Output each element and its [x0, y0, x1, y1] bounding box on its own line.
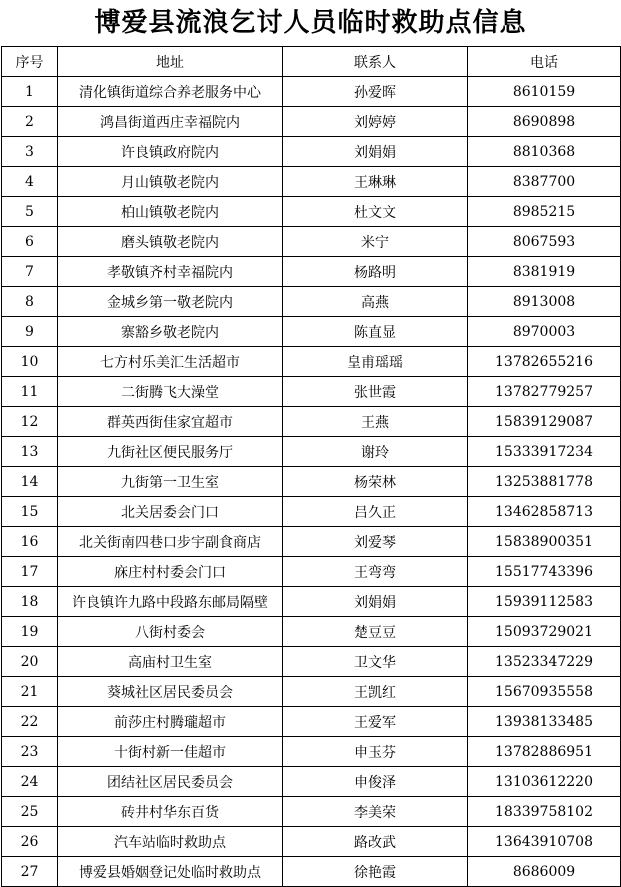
cell-phone: 13782886951	[468, 737, 621, 767]
cell-contact: 高燕	[283, 287, 468, 317]
cell-index: 4	[2, 167, 58, 197]
table-row	[2, 77, 621, 107]
cell-contact: 楚豆豆	[283, 617, 468, 647]
cell-address: 柏山镇敬老院内	[58, 197, 283, 227]
table-row	[2, 467, 621, 497]
cell-index: 14	[2, 467, 58, 497]
cell-contact: 米宁	[283, 227, 468, 257]
cell-index: 12	[2, 407, 58, 437]
table-row	[2, 497, 621, 527]
cell-phone: 13253881778	[468, 467, 621, 497]
cell-contact: 李美荣	[283, 797, 468, 827]
cell-index: 13	[2, 437, 58, 467]
header-contact: 联系人	[283, 47, 468, 77]
cell-index: 24	[2, 767, 58, 797]
table-header-row	[2, 47, 621, 77]
cell-address: 北关居委会门口	[58, 497, 283, 527]
cell-phone: 13938133485	[468, 707, 621, 737]
cell-address: 团结社区居民委员会	[58, 767, 283, 797]
cell-index: 23	[2, 737, 58, 767]
cell-address: 高庙村卫生室	[58, 647, 283, 677]
cell-contact: 皇甫瑶瑶	[283, 347, 468, 377]
cell-index: 10	[2, 347, 58, 377]
cell-phone: 8387700	[468, 167, 621, 197]
cell-contact: 王凯红	[283, 677, 468, 707]
cell-phone: 8610159	[468, 77, 621, 107]
cell-index: 6	[2, 227, 58, 257]
cell-phone: 8913008	[468, 287, 621, 317]
cell-address: 十街村新一佳超市	[58, 737, 283, 767]
cell-address: 磨头镇敬老院内	[58, 227, 283, 257]
cell-phone: 8810368	[468, 137, 621, 167]
cell-address: 庥庄村村委会门口	[58, 557, 283, 587]
cell-contact: 陈直显	[283, 317, 468, 347]
cell-address: 博爱县婚姻登记处临时救助点	[58, 857, 283, 887]
cell-index: 25	[2, 797, 58, 827]
cell-index: 18	[2, 587, 58, 617]
cell-contact: 杨荣林	[283, 467, 468, 497]
cell-phone: 13782655216	[468, 347, 621, 377]
cell-phone: 15939112583	[468, 587, 621, 617]
cell-index: 15	[2, 497, 58, 527]
table-row	[2, 407, 621, 437]
table-row	[2, 377, 621, 407]
cell-index: 16	[2, 527, 58, 557]
cell-address: 砖井村华东百货	[58, 797, 283, 827]
cell-index: 19	[2, 617, 58, 647]
cell-phone: 13103612220	[468, 767, 621, 797]
table-row	[2, 617, 621, 647]
table-row	[2, 647, 621, 677]
cell-contact: 杜文文	[283, 197, 468, 227]
cell-phone: 13462858713	[468, 497, 621, 527]
cell-address: 许良镇政府院内	[58, 137, 283, 167]
cell-phone: 15517743396	[468, 557, 621, 587]
cell-address: 金城乡第一敬老院内	[58, 287, 283, 317]
cell-phone: 8690898	[468, 107, 621, 137]
table-row	[2, 707, 621, 737]
cell-address: 鸿昌街道西庄幸福院内	[58, 107, 283, 137]
cell-address: 九街社区便民服务厅	[58, 437, 283, 467]
table-row	[2, 437, 621, 467]
cell-phone: 13523347229	[468, 647, 621, 677]
table-row	[2, 197, 621, 227]
table-row	[2, 227, 621, 257]
cell-contact: 刘婷婷	[283, 107, 468, 137]
cell-index: 8	[2, 287, 58, 317]
cell-index: 5	[2, 197, 58, 227]
cell-address: 北关街南四巷口步宇副食商店	[58, 527, 283, 557]
cell-index: 21	[2, 677, 58, 707]
cell-phone: 13643910708	[468, 827, 621, 857]
cell-contact: 杨路明	[283, 257, 468, 287]
cell-phone: 13782779257	[468, 377, 621, 407]
cell-phone: 8067593	[468, 227, 621, 257]
cell-phone: 15093729021	[468, 617, 621, 647]
table-row	[2, 527, 621, 557]
cell-contact: 卫文华	[283, 647, 468, 677]
cell-index: 11	[2, 377, 58, 407]
table-row	[2, 287, 621, 317]
table-row	[2, 257, 621, 287]
cell-contact: 刘娟娟	[283, 587, 468, 617]
cell-contact: 徐艳霞	[283, 857, 468, 887]
table-row	[2, 677, 621, 707]
cell-address: 汽车站临时救助点	[58, 827, 283, 857]
cell-phone: 8985215	[468, 197, 621, 227]
cell-address: 群英西街佳家宜超市	[58, 407, 283, 437]
cell-phone: 15670935558	[468, 677, 621, 707]
cell-index: 3	[2, 137, 58, 167]
cell-address: 孝敬镇齐村幸福院内	[58, 257, 283, 287]
page-title: 博爱县流浪乞讨人员临时救助点信息	[94, 8, 527, 38]
cell-phone: 18339758102	[468, 797, 621, 827]
cell-address: 二街腾飞大澡堂	[58, 377, 283, 407]
cell-contact: 路改武	[283, 827, 468, 857]
table-row	[2, 167, 621, 197]
table-row	[2, 827, 621, 857]
cell-contact: 孙爱晖	[283, 77, 468, 107]
cell-address: 葵城社区居民委员会	[58, 677, 283, 707]
cell-index: 2	[2, 107, 58, 137]
rescue-points-table	[1, 46, 621, 887]
cell-index: 7	[2, 257, 58, 287]
table-row	[2, 557, 621, 587]
cell-index: 1	[2, 77, 58, 107]
table-row	[2, 587, 621, 617]
cell-index: 26	[2, 827, 58, 857]
cell-phone: 8686009	[468, 857, 621, 887]
cell-address: 九街第一卫生室	[58, 467, 283, 497]
cell-address: 前莎庄村腾瓏超市	[58, 707, 283, 737]
header-address: 地址	[58, 47, 283, 77]
table-row	[2, 107, 621, 137]
table-row	[2, 737, 621, 767]
cell-address: 清化镇街道综合养老服务中心	[58, 77, 283, 107]
cell-contact: 申玉芬	[283, 737, 468, 767]
cell-phone: 15838900351	[468, 527, 621, 557]
cell-index: 17	[2, 557, 58, 587]
cell-contact: 吕久正	[283, 497, 468, 527]
cell-address: 许良镇许九路中段路东邮局隔壁	[58, 587, 283, 617]
cell-index: 20	[2, 647, 58, 677]
cell-phone: 15333917234	[468, 437, 621, 467]
cell-contact: 王弯弯	[283, 557, 468, 587]
cell-address: 寨豁乡敬老院内	[58, 317, 283, 347]
table-row	[2, 767, 621, 797]
cell-index: 22	[2, 707, 58, 737]
cell-contact: 张世霞	[283, 377, 468, 407]
cell-contact: 申俊泽	[283, 767, 468, 797]
header-phone: 电话	[468, 47, 621, 77]
cell-contact: 谢玲	[283, 437, 468, 467]
cell-contact: 刘娟娟	[283, 137, 468, 167]
table-row	[2, 857, 621, 887]
cell-index: 9	[2, 317, 58, 347]
header-index: 序号	[2, 47, 58, 77]
cell-phone: 8970003	[468, 317, 621, 347]
table-row	[2, 347, 621, 377]
cell-contact: 王爱军	[283, 707, 468, 737]
cell-contact: 王琳琳	[283, 167, 468, 197]
cell-address: 八街村委会	[58, 617, 283, 647]
table-row	[2, 797, 621, 827]
cell-phone: 15839129087	[468, 407, 621, 437]
cell-contact: 王燕	[283, 407, 468, 437]
cell-address: 月山镇敬老院内	[58, 167, 283, 197]
cell-phone: 8381919	[468, 257, 621, 287]
cell-address: 七方村乐美汇生活超市	[58, 347, 283, 377]
table-row	[2, 137, 621, 167]
cell-index: 27	[2, 857, 58, 887]
table-row	[2, 317, 621, 347]
cell-contact: 刘爱琴	[283, 527, 468, 557]
